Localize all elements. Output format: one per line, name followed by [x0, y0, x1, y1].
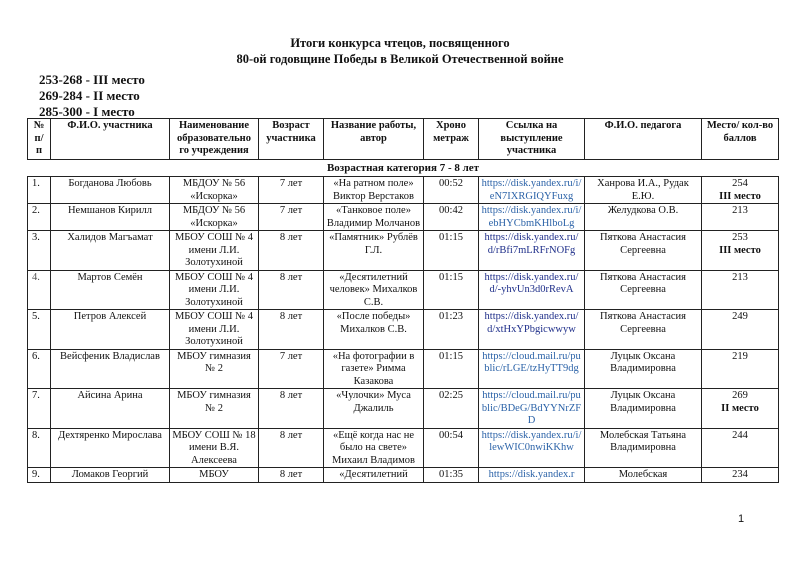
row-num: 9. [28, 468, 51, 483]
age: 8 лет [259, 270, 324, 310]
header-score: Место/ кол-во баллов [702, 119, 779, 160]
work-title: «Десятилетний [324, 468, 424, 483]
participant-name: Дехтяренко Мирослава [51, 428, 170, 468]
duration: 01:15 [424, 231, 479, 271]
score-cell [702, 177, 779, 204]
performance-link[interactable]: https://cloud.mail.ru/public/BDeG/BdYYNrZFD [481, 390, 582, 426]
age: 7 лет [259, 349, 324, 389]
teacher: Молебская Татьяна Владимировна [585, 428, 702, 468]
page-number: 1 [738, 513, 745, 525]
score: 249 [732, 311, 748, 322]
row-num: 2. [28, 204, 51, 231]
institution: МБОУ гимназия № 2 [170, 349, 259, 389]
participant-name: Мартов Семён [51, 270, 170, 310]
legend-third-place: 253-268 - III место [39, 72, 145, 87]
teacher: Желудкова О.В. [585, 204, 702, 231]
institution: МБОУ СОШ № 4 имени Л.И. Золотухиной [170, 310, 259, 350]
participant-name: Вейсфеник Владислав [51, 349, 170, 389]
row-num: 7. [28, 389, 51, 429]
teacher: Молебская [585, 468, 702, 483]
participant-name: Богданова Любовь [51, 177, 170, 204]
table-row [28, 270, 779, 310]
age: 8 лет [259, 389, 324, 429]
header-duration: Хроно метраж [424, 119, 479, 160]
score: 254 [732, 178, 748, 189]
performance-link[interactable]: https://disk.yandex.ru/d/-yhvUn3d0rRevA [484, 271, 579, 295]
institution: МБДОУ № 56 «Искорка» [170, 204, 259, 231]
row-num: 8. [28, 428, 51, 468]
age: 8 лет [259, 428, 324, 468]
score-cell [702, 310, 779, 350]
legend-first-place: 285-300 - I место [39, 104, 135, 119]
duration: 01:23 [424, 310, 479, 350]
age: 8 лет [259, 468, 324, 483]
table-row [28, 231, 779, 271]
row-num: 4. [28, 270, 51, 310]
participant-name: Немшанов Кирилл [51, 204, 170, 231]
teacher: Ханрова И.А., Рудак Е.Ю. [585, 177, 702, 204]
participant-name: Ломаков Георгий [51, 468, 170, 483]
scoring-legend [39, 72, 145, 120]
age: 8 лет [259, 310, 324, 350]
score: 213 [732, 205, 748, 216]
score-cell [702, 204, 779, 231]
work-title: «Танковое поле» Владимир Молчанов [324, 204, 424, 231]
link-cell [479, 349, 585, 389]
teacher: Пяткова Анастасия Сергеевна [585, 310, 702, 350]
teacher: Пяткова Анастасия Сергеевна [585, 231, 702, 271]
age: 7 лет [259, 177, 324, 204]
age: 7 лет [259, 204, 324, 231]
work-title: «Ещё когда нас не было на свете» Михаил Владимов [324, 428, 424, 468]
performance-link[interactable]: https://disk.yandex.ru/d/rBfi7mLRFrNOFg [484, 232, 579, 256]
score-cell [702, 468, 779, 483]
header-work: Название работы, автор [324, 119, 424, 160]
institution: МБОУ СОШ № 4 имени Л.И. Золотухиной [170, 231, 259, 271]
place-label: III место [719, 190, 761, 202]
work-title: «На фотографии в газете» Римма Казакова [324, 349, 424, 389]
performance-link[interactable]: https://disk.yandex.ru/d/xtHxYPbgicwwyw [484, 311, 579, 335]
score: 269 [732, 390, 748, 401]
header-teacher: Ф.И.О. педагога [585, 119, 702, 160]
score-cell [702, 349, 779, 389]
score: 219 [732, 350, 748, 362]
score-cell [702, 428, 779, 468]
table-row [28, 468, 779, 483]
title-line-1: Итоги конкурса чтецов, посвященного [290, 36, 510, 50]
table-header-row [28, 119, 779, 160]
table-row [28, 349, 779, 389]
score-cell [702, 389, 779, 429]
table-row [28, 389, 779, 429]
row-num: 3. [28, 231, 51, 271]
score: 234 [732, 469, 748, 480]
link-cell [479, 177, 585, 204]
institution: МБОУ гимназия № 2 [170, 389, 259, 429]
place-label: II место [721, 402, 759, 414]
duration: 01:15 [424, 349, 479, 389]
institution: МБОУ СОШ № 18 имени В.Я. Алексеева [170, 428, 259, 468]
work-title: «На ратном поле» Виктор Верстаков [324, 177, 424, 204]
participant-name: Айсина Арина [51, 389, 170, 429]
performance-link[interactable]: https://cloud.mail.ru/public/rLGE/tzHyTT9dg [482, 350, 581, 374]
link-cell [479, 389, 585, 429]
institution: МБОУ СОШ № 4 имени Л.И. Золотухиной [170, 270, 259, 310]
link-cell [479, 468, 585, 483]
header-age: Возраст участника [259, 119, 324, 160]
score: 244 [732, 429, 748, 441]
header-participant: Ф.И.О. участника [51, 119, 170, 160]
age: 8 лет [259, 231, 324, 271]
score-cell [702, 231, 779, 271]
place-label: III место [719, 244, 761, 256]
duration: 00:54 [424, 428, 479, 468]
teacher: Луцык Оксана Владимировна [585, 389, 702, 429]
link-cell [479, 204, 585, 231]
teacher: Пяткова Анастасия Сергеевна [585, 270, 702, 310]
link-cell [479, 428, 585, 468]
score: 213 [732, 271, 748, 283]
participant-name: Петров Алексей [51, 310, 170, 350]
work-title: «Десятилетний человек» Михалков С.В. [324, 270, 424, 310]
row-num: 6. [28, 349, 51, 389]
table-row [28, 310, 779, 350]
results-table [27, 118, 779, 483]
link-cell [479, 270, 585, 310]
performance-link[interactable]: https://disk.yandex.ru/i/eN7IXRGIQYFuxg [481, 178, 582, 202]
teacher: Луцык Оксана Владимировна [585, 349, 702, 389]
participant-name: Халидов Магъамат [51, 231, 170, 271]
institution: МБДОУ № 56 «Искорка» [170, 177, 259, 204]
duration: 00:42 [424, 204, 479, 231]
work-title: «Памятник» Рублёв Г.Л. [324, 231, 424, 271]
table-row [28, 428, 779, 468]
header-num: № п/ п [28, 119, 51, 160]
table-row [28, 177, 779, 204]
category-row [28, 159, 779, 177]
row-num: 1. [28, 177, 51, 204]
row-num: 5. [28, 310, 51, 350]
link-cell [479, 231, 585, 271]
score-cell [702, 270, 779, 310]
duration: 00:52 [424, 177, 479, 204]
performance-link[interactable]: https://disk.yandex.ru/i/lewWIC0nwiKKhw [481, 429, 582, 453]
title-line-2: 80-ой годовщине Победы в Великой Отечественной войне [236, 52, 564, 66]
score: 253 [732, 232, 748, 243]
link-cell [479, 310, 585, 350]
header-institution: Наименование образовательно го учреждения [170, 119, 259, 160]
work-title: «Чулочки» Муса Джалиль [324, 389, 424, 429]
duration: 01:15 [424, 270, 479, 310]
document-title [0, 35, 800, 67]
duration: 01:35 [424, 468, 479, 483]
age-category-label: Возрастная категория 7 - 8 лет [28, 159, 779, 177]
duration: 02:25 [424, 389, 479, 429]
performance-link[interactable]: https://disk.yandex.r [488, 469, 575, 480]
header-link: Ссылка на выступление участника [479, 119, 585, 160]
legend-second-place: 269-284 - II место [39, 88, 140, 103]
work-title: «После победы» Михалков С.В. [324, 310, 424, 350]
institution: МБОУ [170, 468, 259, 483]
table-row [28, 204, 779, 231]
performance-link[interactable]: https://disk.yandex.ru/i/ebHYCbmKHlboLg [481, 205, 582, 229]
